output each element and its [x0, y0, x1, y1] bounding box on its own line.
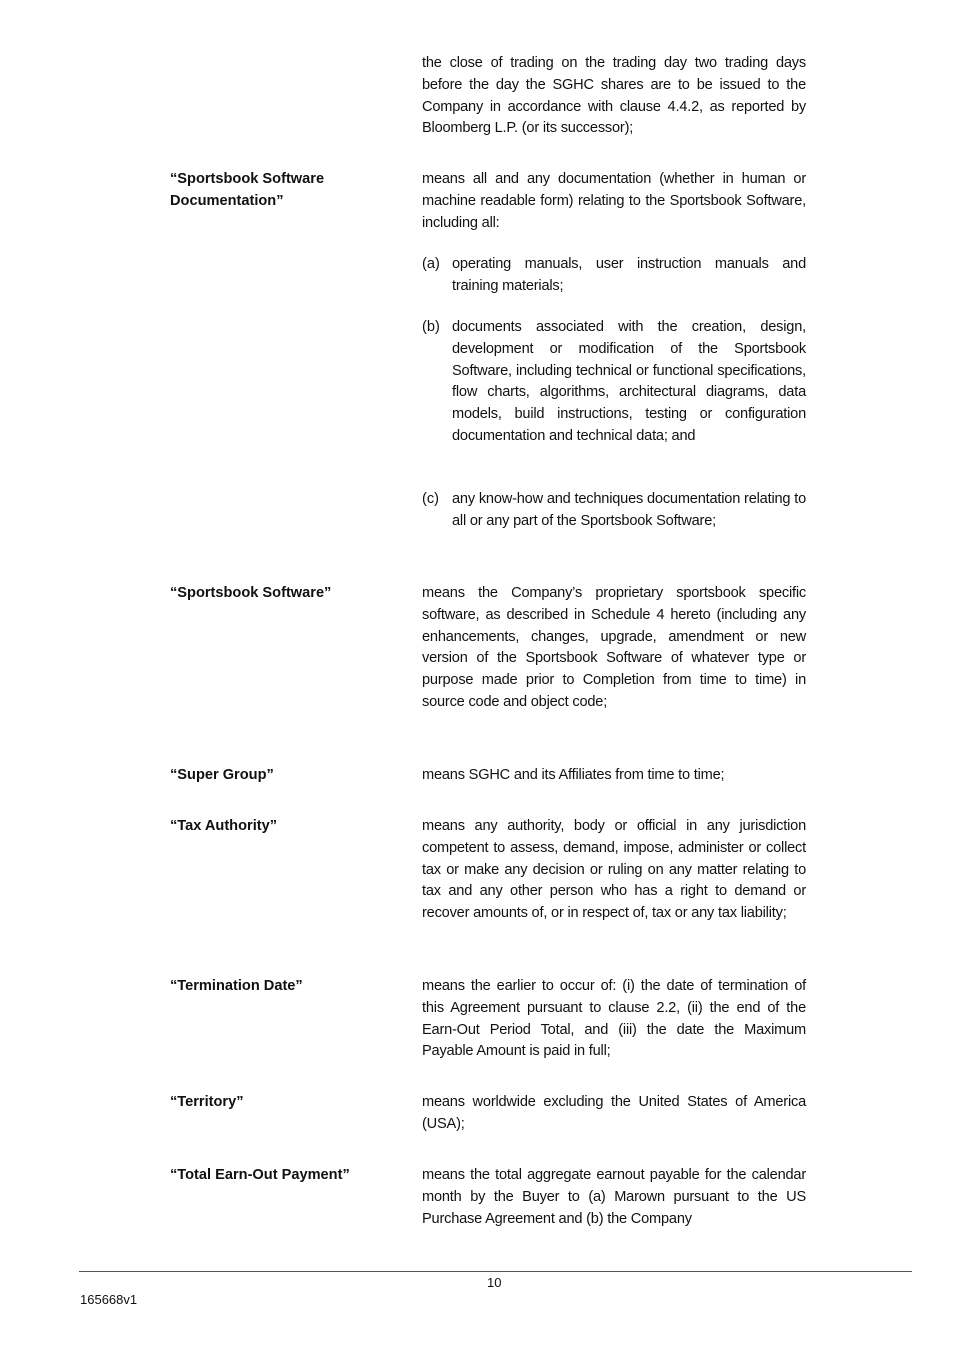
continuation-paragraph: the close of trading on the trading day two trading days before the day the SGHC shares are to be issued to the Company in accordance with clause 4.4.2, as reported by Bloomberg L.P. (or its successor); [422, 55, 806, 137]
term-sportsbook-software: “Sportsbook Software” [170, 585, 332, 601]
list-item-a [422, 254, 806, 298]
term-termination-date: “Termination Date” [170, 978, 303, 994]
definition-sportsbook-software-documentation: means all and any documentation (whether in human or machine readable form) relating to the Sportsbook Software, including all: [422, 171, 806, 231]
list-label: (a) [422, 256, 440, 272]
definition-termination-date: means the earlier to occur of: (i) the date of termination of this Agreement pursuant to clause 2.2, (ii) the end of the Earn-Out Period Total, and (iii) the date the Maximum Payable Amount is paid in full; [422, 978, 806, 1060]
term-total-earn-out-payment: “Total Earn-Out Payment” [170, 1167, 350, 1183]
list-item-b [422, 317, 806, 448]
term-super-group: “Super Group” [170, 767, 274, 783]
list-text: operating manuals, user instruction manuals and training materials; [452, 256, 806, 294]
definition-tax-authority: means any authority, body or official in any jurisdiction competent to assess, demand, impose, administer or collect tax or make any decision or ruling on any matter relating to tax and any other person who has a right to demand or recover amounts of, or in respect of, tax or any tax liability; [422, 818, 806, 922]
definition-territory: means worldwide excluding the United States of America (USA); [422, 1094, 806, 1132]
footer-divider [79, 1271, 912, 1272]
list-label: (c) [422, 491, 440, 507]
definition-super-group: means SGHC and its Affiliates from time to time; [422, 767, 725, 783]
list-item-c [422, 489, 806, 533]
list-label: (b) [422, 319, 440, 335]
definition-total-earn-out-payment: means the total aggregate earnout payable for the calendar month by the Buyer to (a) Marown pursuant to the US Purchase Agreement and (b) the Company [422, 1167, 806, 1227]
term-tax-authority: “Tax Authority” [170, 818, 278, 834]
list-text: documents associated with the creation, design, development or modification of the Sportsbook Software, including technical or functional specifications, flow charts, algorithms, architectural diagrams, data models, build instructions, testing or configuration documentation and technical data; and [452, 319, 806, 444]
definition-sportsbook-software: means the Company’s proprietary sportsbook specific software, as described in Schedule 4 hereto (including any enhancements, changes, upgrade, amendment or new version of the Sportsbook Software of whatever type or purpose made prior to Completion from time to time) in source code and object code; [422, 585, 806, 710]
page-number: 10 [487, 1275, 502, 1290]
list-text: any know-how and techniques documentation relating to all or any part of the Sportsbook Software; [452, 491, 806, 529]
document-id: 165668v1 [80, 1292, 138, 1307]
term-territory: “Territory” [170, 1094, 244, 1110]
term-sportsbook-software-documentation: “Sportsbook Software Documentation” [170, 171, 325, 209]
